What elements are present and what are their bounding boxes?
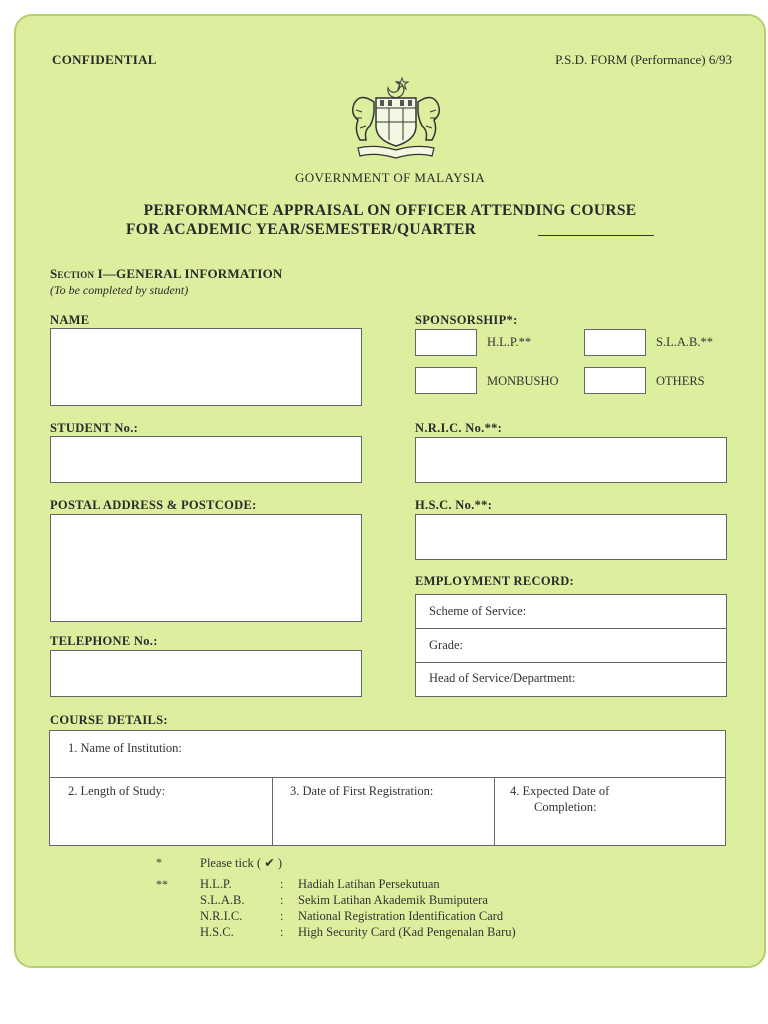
expected-completion-line2: Completion: xyxy=(534,800,597,814)
expected-completion-line1: 4. Expected Date of xyxy=(510,784,610,798)
first-registration-cell[interactable]: 3. Date of First Registration: xyxy=(290,784,434,798)
abbr-sep: : xyxy=(280,909,284,923)
abbr-hlp: H.L.P. xyxy=(200,877,232,891)
malaysia-coat-of-arms-icon xyxy=(336,74,456,164)
course-details-table xyxy=(49,730,726,846)
student-no-label: STUDENT No.: xyxy=(50,421,139,435)
hlp-checkbox[interactable] xyxy=(415,329,477,356)
abbr-hsc: H.S.C. xyxy=(200,925,234,939)
others-checkbox[interactable] xyxy=(584,367,646,394)
postal-address-label: POSTAL ADDRESS & POSTCODE: xyxy=(50,498,257,512)
telephone-label: TELEPHONE No.: xyxy=(50,634,158,648)
section-title xyxy=(50,266,283,282)
employment-record-label: EMPLOYMENT RECORD: xyxy=(415,574,574,588)
course-details-label: COURSE DETAILS: xyxy=(50,713,168,727)
note-star: * xyxy=(156,855,162,869)
col-divider xyxy=(272,777,273,845)
institution-cell[interactable]: 1. Name of Institution: xyxy=(68,741,182,755)
meaning-hsc: High Security Card (Kad Pengenalan Baru) xyxy=(298,925,516,939)
form-sheet xyxy=(14,14,766,968)
meaning-hlp: Hadiah Latihan Persekutuan xyxy=(298,877,440,891)
academic-year-blank[interactable] xyxy=(538,235,654,236)
slab-option-label: S.L.A.B.** xyxy=(656,335,713,349)
row-divider xyxy=(50,777,725,778)
section-title-prefix: Section I xyxy=(50,266,103,281)
monbusho-option-label: MONBUSHO xyxy=(487,374,559,388)
nric-label: N.R.I.C. No.**: xyxy=(415,421,503,435)
scheme-of-service-cell[interactable]: Scheme of Service: xyxy=(429,604,527,618)
hlp-option-label: H.L.P.** xyxy=(487,335,532,349)
abbr-sep: : xyxy=(280,893,284,907)
monbusho-checkbox[interactable] xyxy=(415,367,477,394)
name-label: NAME xyxy=(50,313,90,327)
form-title-line1: PERFORMANCE APPRAISAL ON OFFICER ATTENDING COURSE xyxy=(143,202,637,219)
please-tick-note: Please tick ( ✔ ) xyxy=(200,856,282,870)
confidential-label: CONFIDENTIAL xyxy=(52,52,157,67)
section-title-rest: —GENERAL INFORMATION xyxy=(102,266,283,281)
section-subtitle: (To be completed by student) xyxy=(50,283,189,297)
sponsorship-label: SPONSORSHIP*: xyxy=(415,313,518,327)
abbr-sep: : xyxy=(280,925,284,939)
col-divider xyxy=(494,777,495,845)
nric-field[interactable] xyxy=(415,437,727,483)
row-divider xyxy=(416,662,726,663)
form-title-line2: FOR ACADEMIC YEAR/SEMESTER/QUARTER xyxy=(126,221,477,238)
abbr-sep: : xyxy=(280,877,284,891)
grade-cell[interactable]: Grade: xyxy=(429,638,464,652)
slab-checkbox[interactable] xyxy=(584,329,646,356)
length-of-study-cell[interactable]: 2. Length of Study: xyxy=(68,784,166,798)
hsc-label: H.S.C. No.**: xyxy=(415,498,493,512)
telephone-field[interactable] xyxy=(50,650,362,697)
hsc-field[interactable] xyxy=(415,514,727,560)
form-code: P.S.D. FORM (Performance) 6/93 xyxy=(555,52,732,67)
student-no-field[interactable] xyxy=(50,436,362,483)
row-divider xyxy=(416,628,726,629)
postal-address-field[interactable] xyxy=(50,514,362,622)
head-of-service-cell[interactable]: Head of Service/Department: xyxy=(429,671,576,685)
others-option-label: OTHERS xyxy=(656,374,705,388)
abbr-slab: S.L.A.B. xyxy=(200,893,245,907)
name-field[interactable] xyxy=(50,328,362,406)
meaning-nric: National Registration Identification Card xyxy=(298,909,504,923)
meaning-slab: Sekim Latihan Akademik Bumiputera xyxy=(298,893,488,907)
government-heading: GOVERNMENT OF MALAYSIA xyxy=(294,170,486,185)
abbr-nric: N.R.I.C. xyxy=(200,909,243,923)
expected-completion-cell[interactable] xyxy=(510,784,609,815)
employment-record-table xyxy=(415,594,727,697)
note-double-star: ** xyxy=(156,877,168,891)
